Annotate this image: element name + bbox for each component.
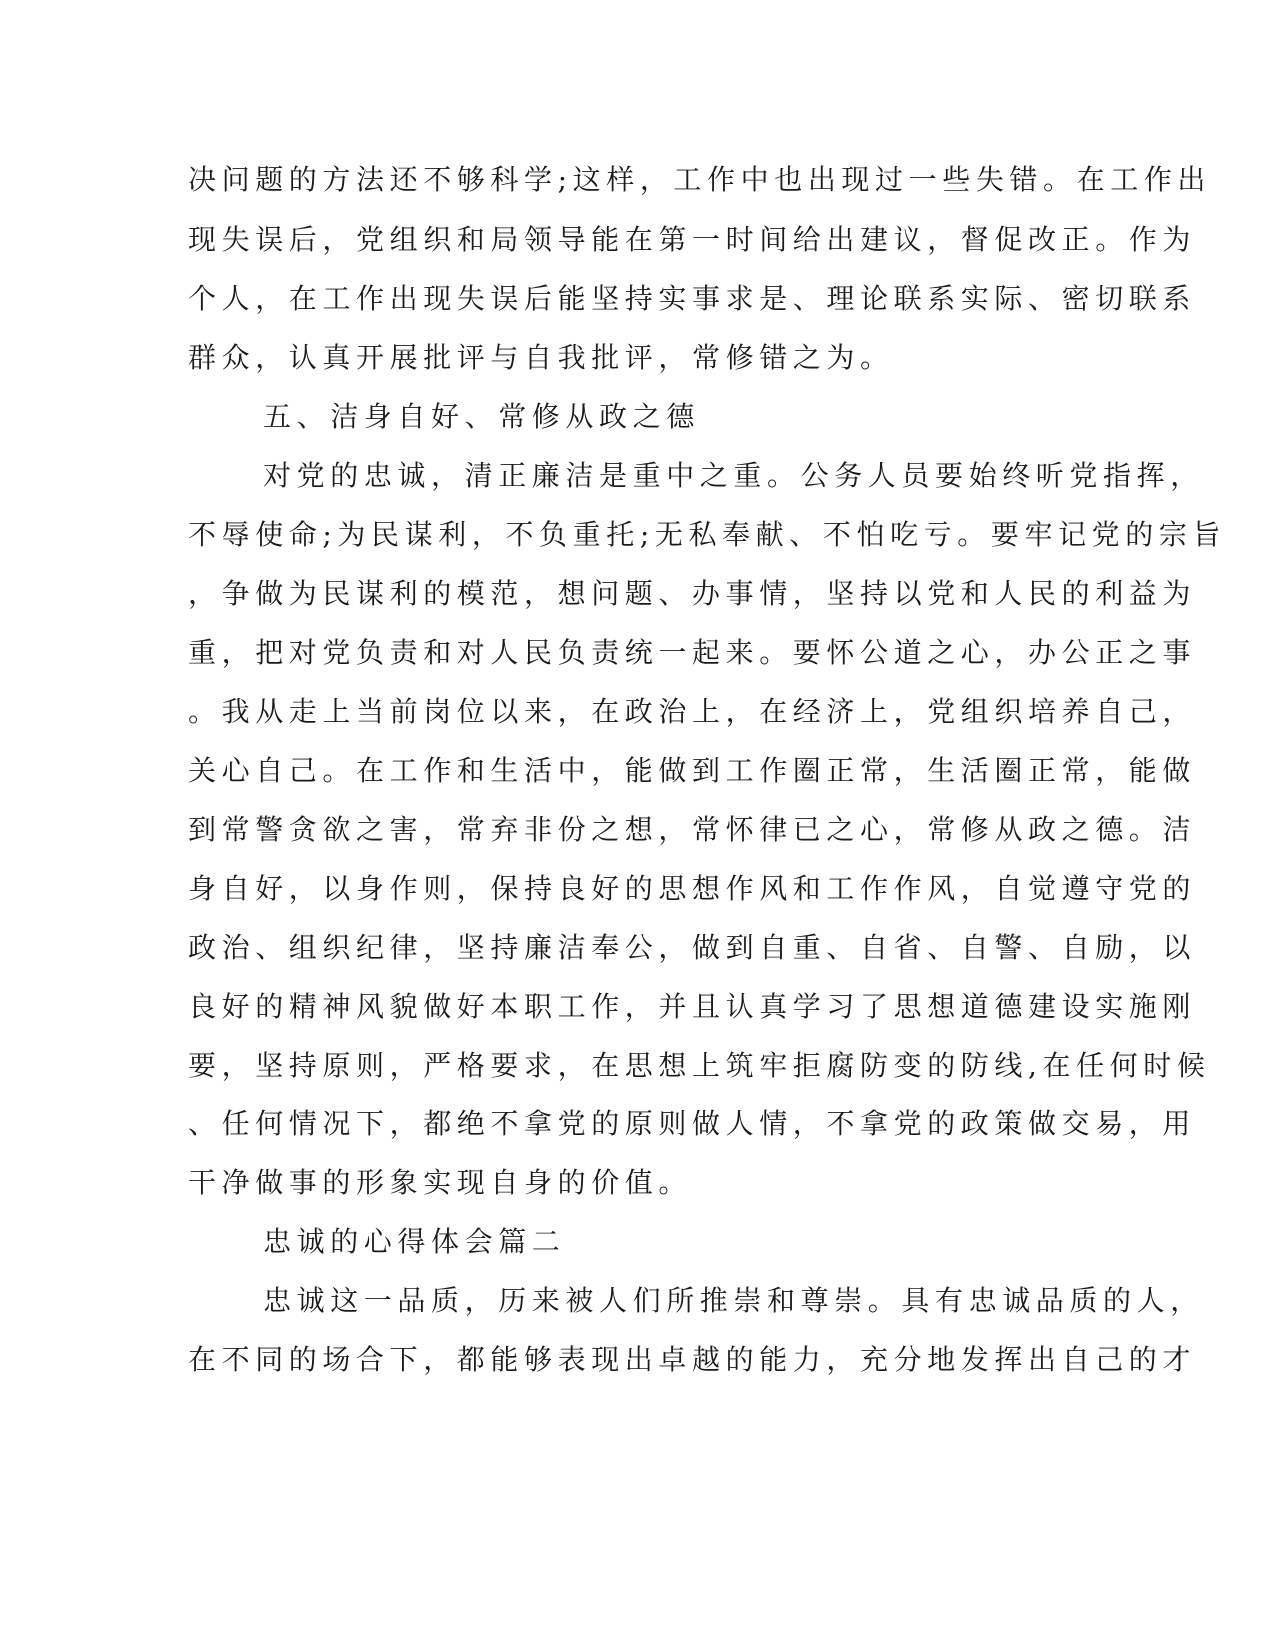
text-line: 重，把对党负责和对人民负责统一起来。要怀公道之心，办公正之事 (188, 636, 1197, 669)
text-line: 政治、组织纪律，坚持廉洁奉公，做到自重、自省、自警、自励，以 (188, 931, 1197, 964)
text-line: 决问题的方法还不够科学;这样，工作中也出现过一些失错。在工作出 (188, 163, 1212, 196)
text-line: 要，坚持原则，严格要求，在思想上筑牢拒腐防变的防线,在任何时候 (188, 1049, 1211, 1082)
text-line: 良好的精神风貌做好本职工作，并且认真学习了思想道德建设实施刚 (188, 990, 1197, 1023)
text-line: 不辱使命;为民谋利，不负重托;无私奉献、不怕吃亏。要牢记党的宗旨 (188, 518, 1227, 551)
text-line: 。我从走上当前岗位以来，在政治上，在经济上，党组织培养自己， (188, 695, 1197, 728)
section-heading: 五、洁身自好、常修从政之德 (263, 400, 700, 433)
text-line: 个人，在工作出现失误后能坚持实事求是、理论联系实际、密切联系 (188, 282, 1197, 315)
text-line: 关心自己。在工作和生活中，能做到工作圈正常，生活圈正常，能做 (188, 754, 1197, 787)
text-line: 干净做事的形象实现自身的价值。 (188, 1166, 693, 1199)
text-line: 忠诚这一品质，历来被人们所推崇和尊崇。具有忠诚品质的人， (263, 1284, 1204, 1317)
text-line: 身自好，以身作则，保持良好的思想作风和工作作风，自觉遵守党的 (188, 872, 1197, 905)
text-line: ，争做为民谋利的模范，想问题、办事情，坚持以党和人民的利益为 (188, 577, 1197, 610)
text-line: 在不同的场合下，都能够表现出卓越的能力，充分地发挥出自己的才 (188, 1343, 1197, 1376)
text-line: 到常警贪欲之害，常弃非份之想，常怀律已之心，常修从政之德。洁 (188, 813, 1197, 846)
text-line: 群众，认真开展批评与自我批评，常修错之为。 (188, 341, 894, 374)
text-line: 对党的忠诚，清正廉洁是重中之重。公务人员要始终听党指挥， (263, 459, 1204, 492)
text-line: 、任何情况下，都绝不拿党的原则做人情，不拿党的政策做交易，用 (188, 1107, 1197, 1140)
text-line: 现失误后，党组织和局领导能在第一时间给出建议，督促改正。作为 (188, 223, 1197, 256)
section-heading: 忠诚的心得体会篇二 (263, 1225, 566, 1258)
